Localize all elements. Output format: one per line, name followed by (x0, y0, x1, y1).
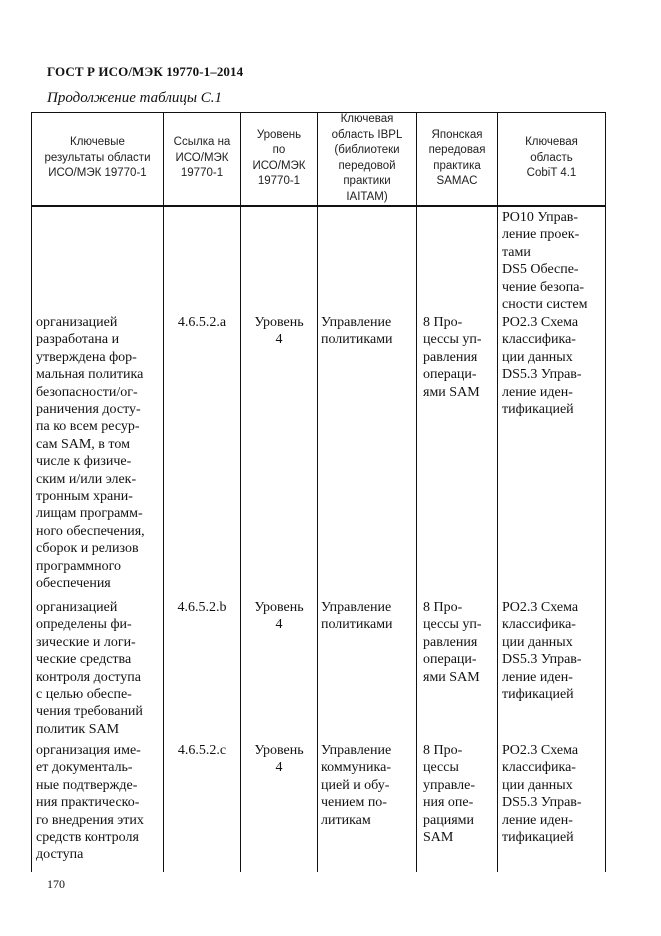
page-number: 170 (47, 877, 65, 891)
row1-reference: 4.6.5.2.a (177, 315, 227, 330)
table-column-divider (497, 112, 498, 872)
table-header-border (31, 205, 606, 207)
table-column-divider (31, 112, 32, 872)
row3-level: Уровень 4 (254, 743, 304, 776)
row3-samac: 8 Про- цессы управле- ния опе- рациями SAM (423, 743, 475, 846)
row2-cobit: PO2.3 Схема классифика- ции данных DS5.3 Управ- ление иден- тификацией (502, 600, 582, 703)
row2-samac: 8 Про- цессы уп- равления оперaци- ями SAM (423, 600, 482, 685)
row3-ibpl: Управление коммуника- цией и обу- чением по- литикам (321, 743, 392, 828)
header-reference: Ссылка на ИСО/МЭК 19770-1 (173, 136, 231, 180)
table-caption: Продолжение таблицы С.1 (47, 90, 223, 106)
row1-level: Уровень 4 (254, 315, 304, 348)
header-cobit-area: Ключевая область CobiT 4.1 (525, 136, 578, 180)
row2-level: Уровень 4 (254, 600, 304, 633)
table (31, 112, 606, 872)
row2-reference: 4.6.5.2.b (177, 600, 227, 615)
row1-ibpl: Управление политиками (321, 315, 393, 348)
row2-ibpl: Управление политиками (321, 600, 393, 633)
cobit-continuation: PO10 Управ- ление проек- тами DS5 Обеспе- чение безопа- сности систем (502, 210, 588, 313)
row1-samac: 8 Про- цессы уп- равления оперaци- ями SAM (423, 315, 482, 400)
row3-reference: 4.6.5.2.c (177, 743, 227, 758)
document-title: ГОСТ Р ИСО/МЭК 19770-1–2014 (47, 64, 244, 79)
header-ibpl-area: Ключевая область IBPL (библиотеки передовой практики IAITAM) (331, 113, 403, 203)
row3-result: организация име- ет документаль- ные подтвержде- ния практическо- го внедрения этих средств контроля доступа (36, 743, 144, 863)
row1-result: организацией разработана и утверждена фор- мальная политика безопасности/ог- раничения досту- па ко всем ресур- сам SAM, в том числе к физиче- ским и/или элек- тронным храни- лищам программ- ного обеспечения, сборок и релизов программного обеспечения (36, 315, 145, 592)
row2-result: организацией определены фи- зические и логи- ческие средства контроля доступа с целью обеспе- чения требований политик SAM (36, 600, 143, 737)
table-column-divider (317, 112, 318, 872)
header-key-results: Ключевые результаты области ИСО/МЭК 19770-1 (44, 136, 151, 180)
row1-cobit: PO2.3 Схема классифика- ции данных DS5.3 Управ- ление иден- тификацией (502, 315, 582, 418)
table-column-divider (605, 112, 606, 872)
header-level: Уровень по ИСО/МЭК 19770-1 (252, 128, 306, 187)
row3-cobit: PO2.3 Схема классифика- ции данных DS5.3 Управ- ление иден- тификацией (502, 743, 582, 846)
table-column-divider (416, 112, 417, 872)
header-samac-practice: Японская передовая практика SAMAC (428, 128, 486, 187)
